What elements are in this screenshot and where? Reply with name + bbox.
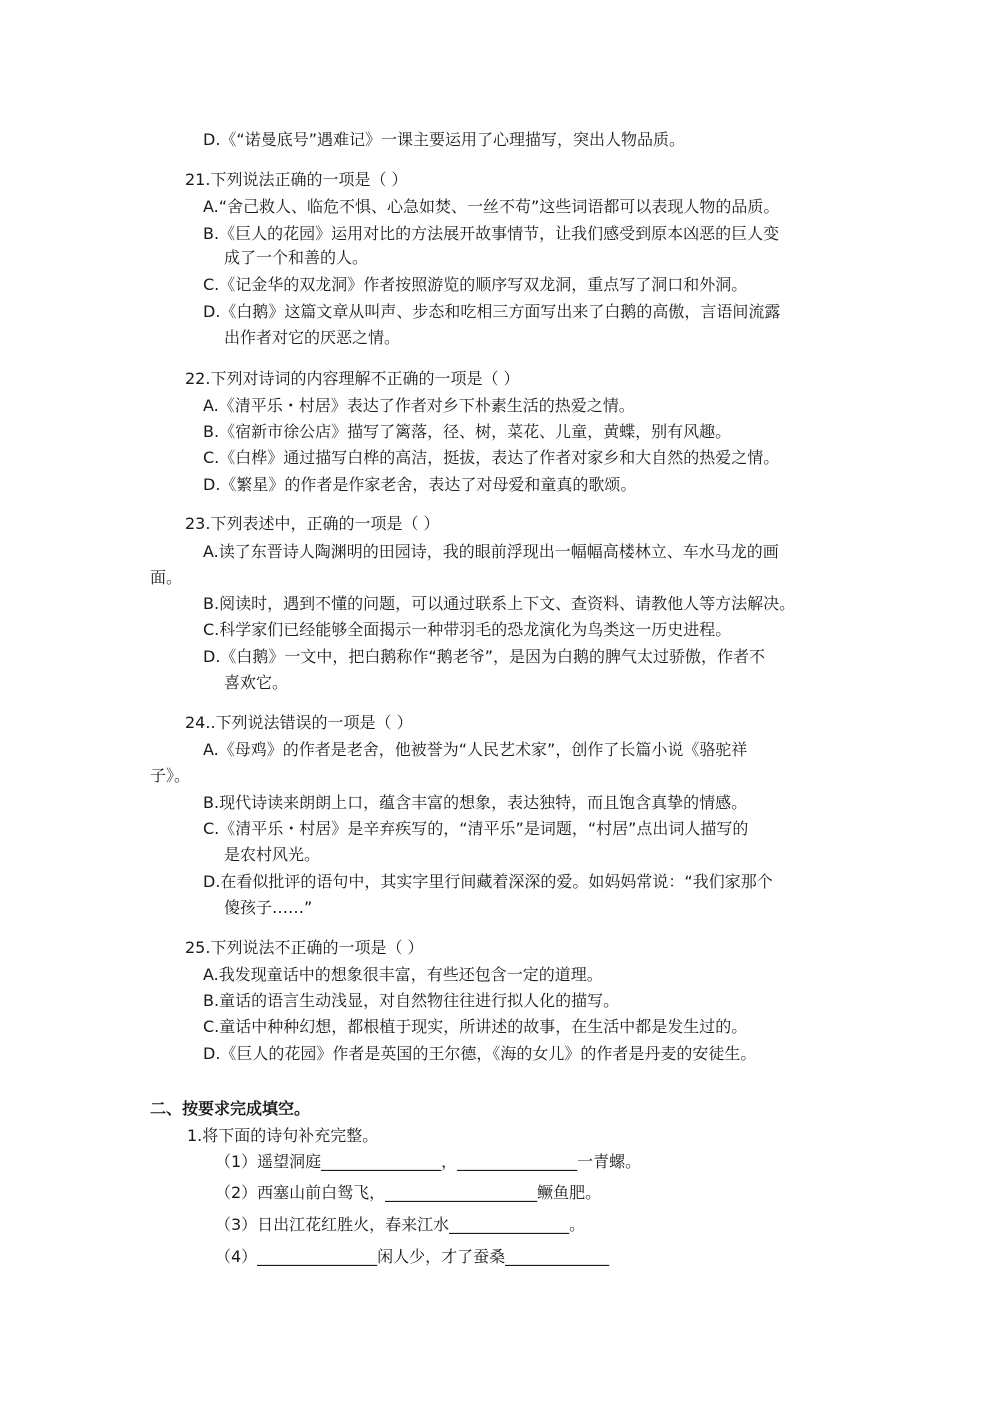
question-23-option-d-cont: 喜欢它。: [224, 673, 289, 692]
fill-blank-line-2: （2）西塞山前白鸳飞，___________________鳜鱼肥。: [215, 1183, 602, 1202]
question-21-option-b: B.《巨人的花园》运用对比的方法展开故事情节，让我们感受到原本凶恶的巨人变: [203, 224, 780, 243]
question-24-option-c-cont: 是农村风光。: [224, 845, 321, 864]
question-25-option-c: C.童话中种种幻想，都根植于现实，所讲述的故事，在生活中都是发生过的。: [203, 1017, 748, 1036]
question-23-option-a-cont: 面。: [150, 568, 183, 587]
question-23-option-c: C.科学家们已经能够全面揭示一种带羽毛的恐龙演化为鸟类这一历史进程。: [203, 620, 732, 639]
question-21-stem: 21.下列说法正确的一项是（ ）: [185, 170, 408, 189]
question-22-option-a: A.《清平乐・村居》表达了作者对乡下朴素生活的热爱之情。: [203, 396, 635, 415]
question-22-option-c: C.《白桦》通过描写白桦的高洁，挺拔，表达了作者对家乡和大自然的热爱之情。: [203, 448, 780, 467]
question-22-option-d: D.《繁星》的作者是作家老舍，表达了对母爱和童真的歌颂。: [203, 475, 637, 494]
question-24-stem: 24..下列说法错误的一项是（ ）: [185, 713, 413, 732]
question-21-option-d-cont: 出作者对它的厌恶之情。: [224, 328, 401, 347]
question-25-option-d: D.《巨人的花园》作者是英国的王尔德，《海的女儿》的作者是丹麦的安徒生。: [203, 1044, 757, 1063]
question-23-option-d: D.《白鹅》一文中，把白鹅称作“鹅老爷”，是因为白鹅的脾气太过骄傲，作者不: [203, 647, 765, 666]
question-22-stem: 22.下列对诗词的内容理解不正确的一项是（ ）: [185, 369, 520, 388]
question-21-option-a: A.“舍己救人、临危不惧、心急如焚、一丝不苟”这些词语都可以表现人物的品质。: [203, 197, 780, 216]
question-24-option-a: A.《母鸡》的作者是老舍，他被誉为“人民艺术家”，创作了长篇小说《骆驼祥: [203, 740, 748, 759]
prev-question-option-d: D.《“诺曼底号”遇难记》一课主要运用了心理描写，突出人物品质。: [203, 130, 685, 149]
question-25-option-a: A.我发现童话中的想象很丰富，有些还包含一定的道理。: [203, 965, 603, 984]
question-25-option-b: B.童话的语言生动浅显，对自然物往往进行拟人化的描写。: [203, 991, 620, 1010]
question-22-option-b: B.《宿新市徐公店》描写了篱落，径、树，菜花、儿童，黄蝶，别有风趣。: [203, 422, 732, 441]
question-21-option-d: D.《白鹅》这篇文章从叫声、步态和吃相三方面写出来了白鹅的高傲，言语间流露: [203, 302, 781, 321]
question-24-option-b: B.现代诗读来朗朗上口，蕴含丰富的想象，表达独特，而且饱含真挚的情感。: [203, 793, 748, 812]
fill-blank-line-3: （3）日出江花红胜火，春来江水_______________。: [215, 1215, 586, 1234]
question-24-option-c: C.《清平乐・村居》是辛弃疾写的，“清平乐”是词题，“村居”点出词人描写的: [203, 819, 749, 838]
question-23-option-b: B.阅读时，遇到不懂的问题，可以通过联系上下文、查资料、请教他人等方法解决。: [203, 594, 796, 613]
section-2-item-1: 1.将下面的诗句补充完整。: [187, 1126, 379, 1145]
question-24-option-d: D.在看似批评的语句中，其实字里行间藏着深深的爱。如妈妈常说：“我们家那个: [203, 872, 773, 891]
fill-blank-line-1: （1）遥望洞庭_______________，_______________一青螺。: [215, 1152, 642, 1171]
question-24-option-a-cont: 子》。: [150, 766, 191, 785]
fill-blank-line-4: （4）_______________闲人少，才了蚕桑_____________: [215, 1247, 610, 1266]
section-2-title: 二、按要求完成填空。: [150, 1099, 311, 1118]
question-23-option-a: A.读了东晋诗人陶渊明的田园诗，我的眼前浮现出一幅幅高楼林立、车水马龙的画: [203, 542, 779, 561]
question-25-stem: 25.下列说法不正确的一项是（ ）: [185, 938, 424, 957]
question-24-option-d-cont: 傻孩子……”: [224, 898, 313, 917]
question-21-option-b-cont: 成了一个和善的人。: [224, 248, 369, 267]
question-23-stem: 23.下列表述中，正确的一项是（ ）: [185, 514, 440, 533]
question-21-option-c: C.《记金华的双龙洞》作者按照游览的顺序写双龙洞，重点写了洞口和外洞。: [203, 275, 748, 294]
